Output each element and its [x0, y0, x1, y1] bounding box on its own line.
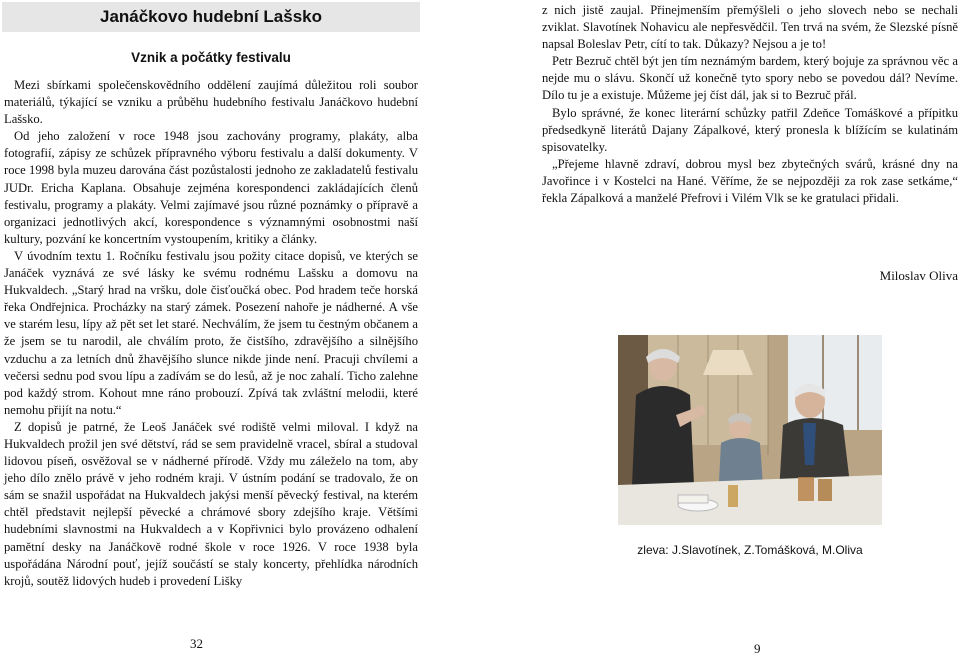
paragraph: „Přejeme hlavně zdraví, dobrou mysl bez zbytečných svárů, krásné dny na Javořince i v Kostelci na Hané. Věříme, že se nejpozději za rok zase setkáme,“ řekla Zápalková a manželé Přefrovi i Vilém Vlk se ke gratulaci přidali. [542, 156, 958, 206]
paragraph: Z dopisů je patrné, že Leoš Janáček své rodiště velmi miloval. I když na Hukvaldech prožil jen své dětství, rád se sem pravidelně vracel, sbíral a studoval lidovou píseň, osvěžoval se v nádherné přírodě. Vždy mu záleželo na tom, aby jeho dílo znělo právě v jeho rodném kraji. V ústním podání se tradovalo, že on sám se snažil uspořádat na Hukvaldech jakýsi menší pěvecký festival, na kterém chtěl představit nejlepší pěvecké a chrámové sbory zdejšího kraje. Většími hudebními slavnostmi na Hukvaldech a v Kopřivnici bylo provázeno odhalení pamětní desky na Janáčkově rodné škole v roce 1926. V roce 1938 byla uspořádána Národní pouť, jejíž součástí se staly koncerty, přehlídka národních krojů, soutěž lidových hudeb i provedení Lišky [4, 419, 418, 588]
paragraph: Bylo správné, že konec literární schůzky patřil Zdeňce Tomáškové a přípitku předsedkyně literátů Dajany Zápalkové, který pronesla k blížícím se kulatinám spisovatelky. [542, 105, 958, 154]
article-subtitle: Vznik a počátky festivalu [131, 50, 291, 65]
paragraph: z nich jistě zaujal. Přinejmenším přemýšleli o jeho slovech nebo se nechali zviklat. Slavotínek Nohavicu ale nepřesvědčil. Ten trvá na svém, že Slezské písně napsal Boleslav Petr, cítí to tak. Důkazy? Nejsou a je to! [542, 3, 958, 52]
right-article-body [542, 2, 958, 207]
author-signature: Miloslav Oliva [879, 268, 958, 283]
photo-illustration [618, 335, 882, 525]
page-number-right: 9 [754, 641, 761, 656]
page-number-left: 32 [190, 636, 203, 651]
left-page [0, 0, 426, 657]
paragraph: Mezi sbírkami společenskovědního oddělení zaujímá důležitou roli soubor materiálů, týkající se vzniku a průběhu hudebního festivalu Janáčkovo hudební Lašsko. [4, 78, 418, 127]
paragraph: Od jeho založení v roce 1948 jsou zachovány programy, plakáty, alba fotografií, zápisy ze schůzek přípravného výboru festivalu a další dokumenty. V roce 1998 byla muzeu darována část pozůstalosti jednoho ze zakladatelů festivalu JUDr. Ericha Kaplana. Obsahuje zejména korespondenci zakládajících členů festivalu, programy a plakáty. Velmi zajímavé jsou různé poznámky o přípravě a organizaci jednotlivých akcí, korespondence s významnými osobnostmi naší kultury, pozvání ke koncertním vystoupením, kritiky a články. [4, 129, 418, 246]
left-article-body [4, 77, 418, 590]
paragraph: V úvodním textu 1. Ročníku festivalu jsou požity citace dopisů, ve kterých se Janáček vyznává ze své lásky ke svému rodnému Lašsku a domovu na Hukvaldech. „Starý hrad na vršku, dole čisťoučká obec. Pod hradem teče horská řeka Ondřejnica. Procházky na starý zámek. Posezení nahoře je nádherné. A vše ve starém lesu, lípy až pět set let staré. Nechválím, že jsem tu čestným občanem a že jsem se tu narodil, ale chválím proto, že čistšího, zdravějšího a silnějšího vzduchu a za letních dnů žhavějšího slunce nikde jinde není. Pracuji chvílemi a večersi sednu pod svou lípu a zadívám se do lesů, až je noc zahalí. Ticho zalehne pod každý strom. Kohout mne ráno probouzí. Zpívá tak zvláštní melodii, které nemohu přijít na notu.“ [4, 248, 418, 417]
right-page [538, 0, 960, 657]
article-title: Janáčkovo hudební Lašsko [2, 2, 420, 32]
group-photo [618, 335, 882, 525]
photo-caption: zleva: J.Slavotínek, Z.Tomášková, M.Oliva [637, 543, 863, 557]
paragraph: Petr Bezruč chtěl být jen tím neznámým bardem, který bojuje za správnou věc a nejde mu o slávu. Skončí už konečně tyto spory nebo se povedou dál? Nevíme. Dílo tu je a existuje. Můžeme jej číst dál, jak si to Bezruč přál. [542, 54, 958, 103]
